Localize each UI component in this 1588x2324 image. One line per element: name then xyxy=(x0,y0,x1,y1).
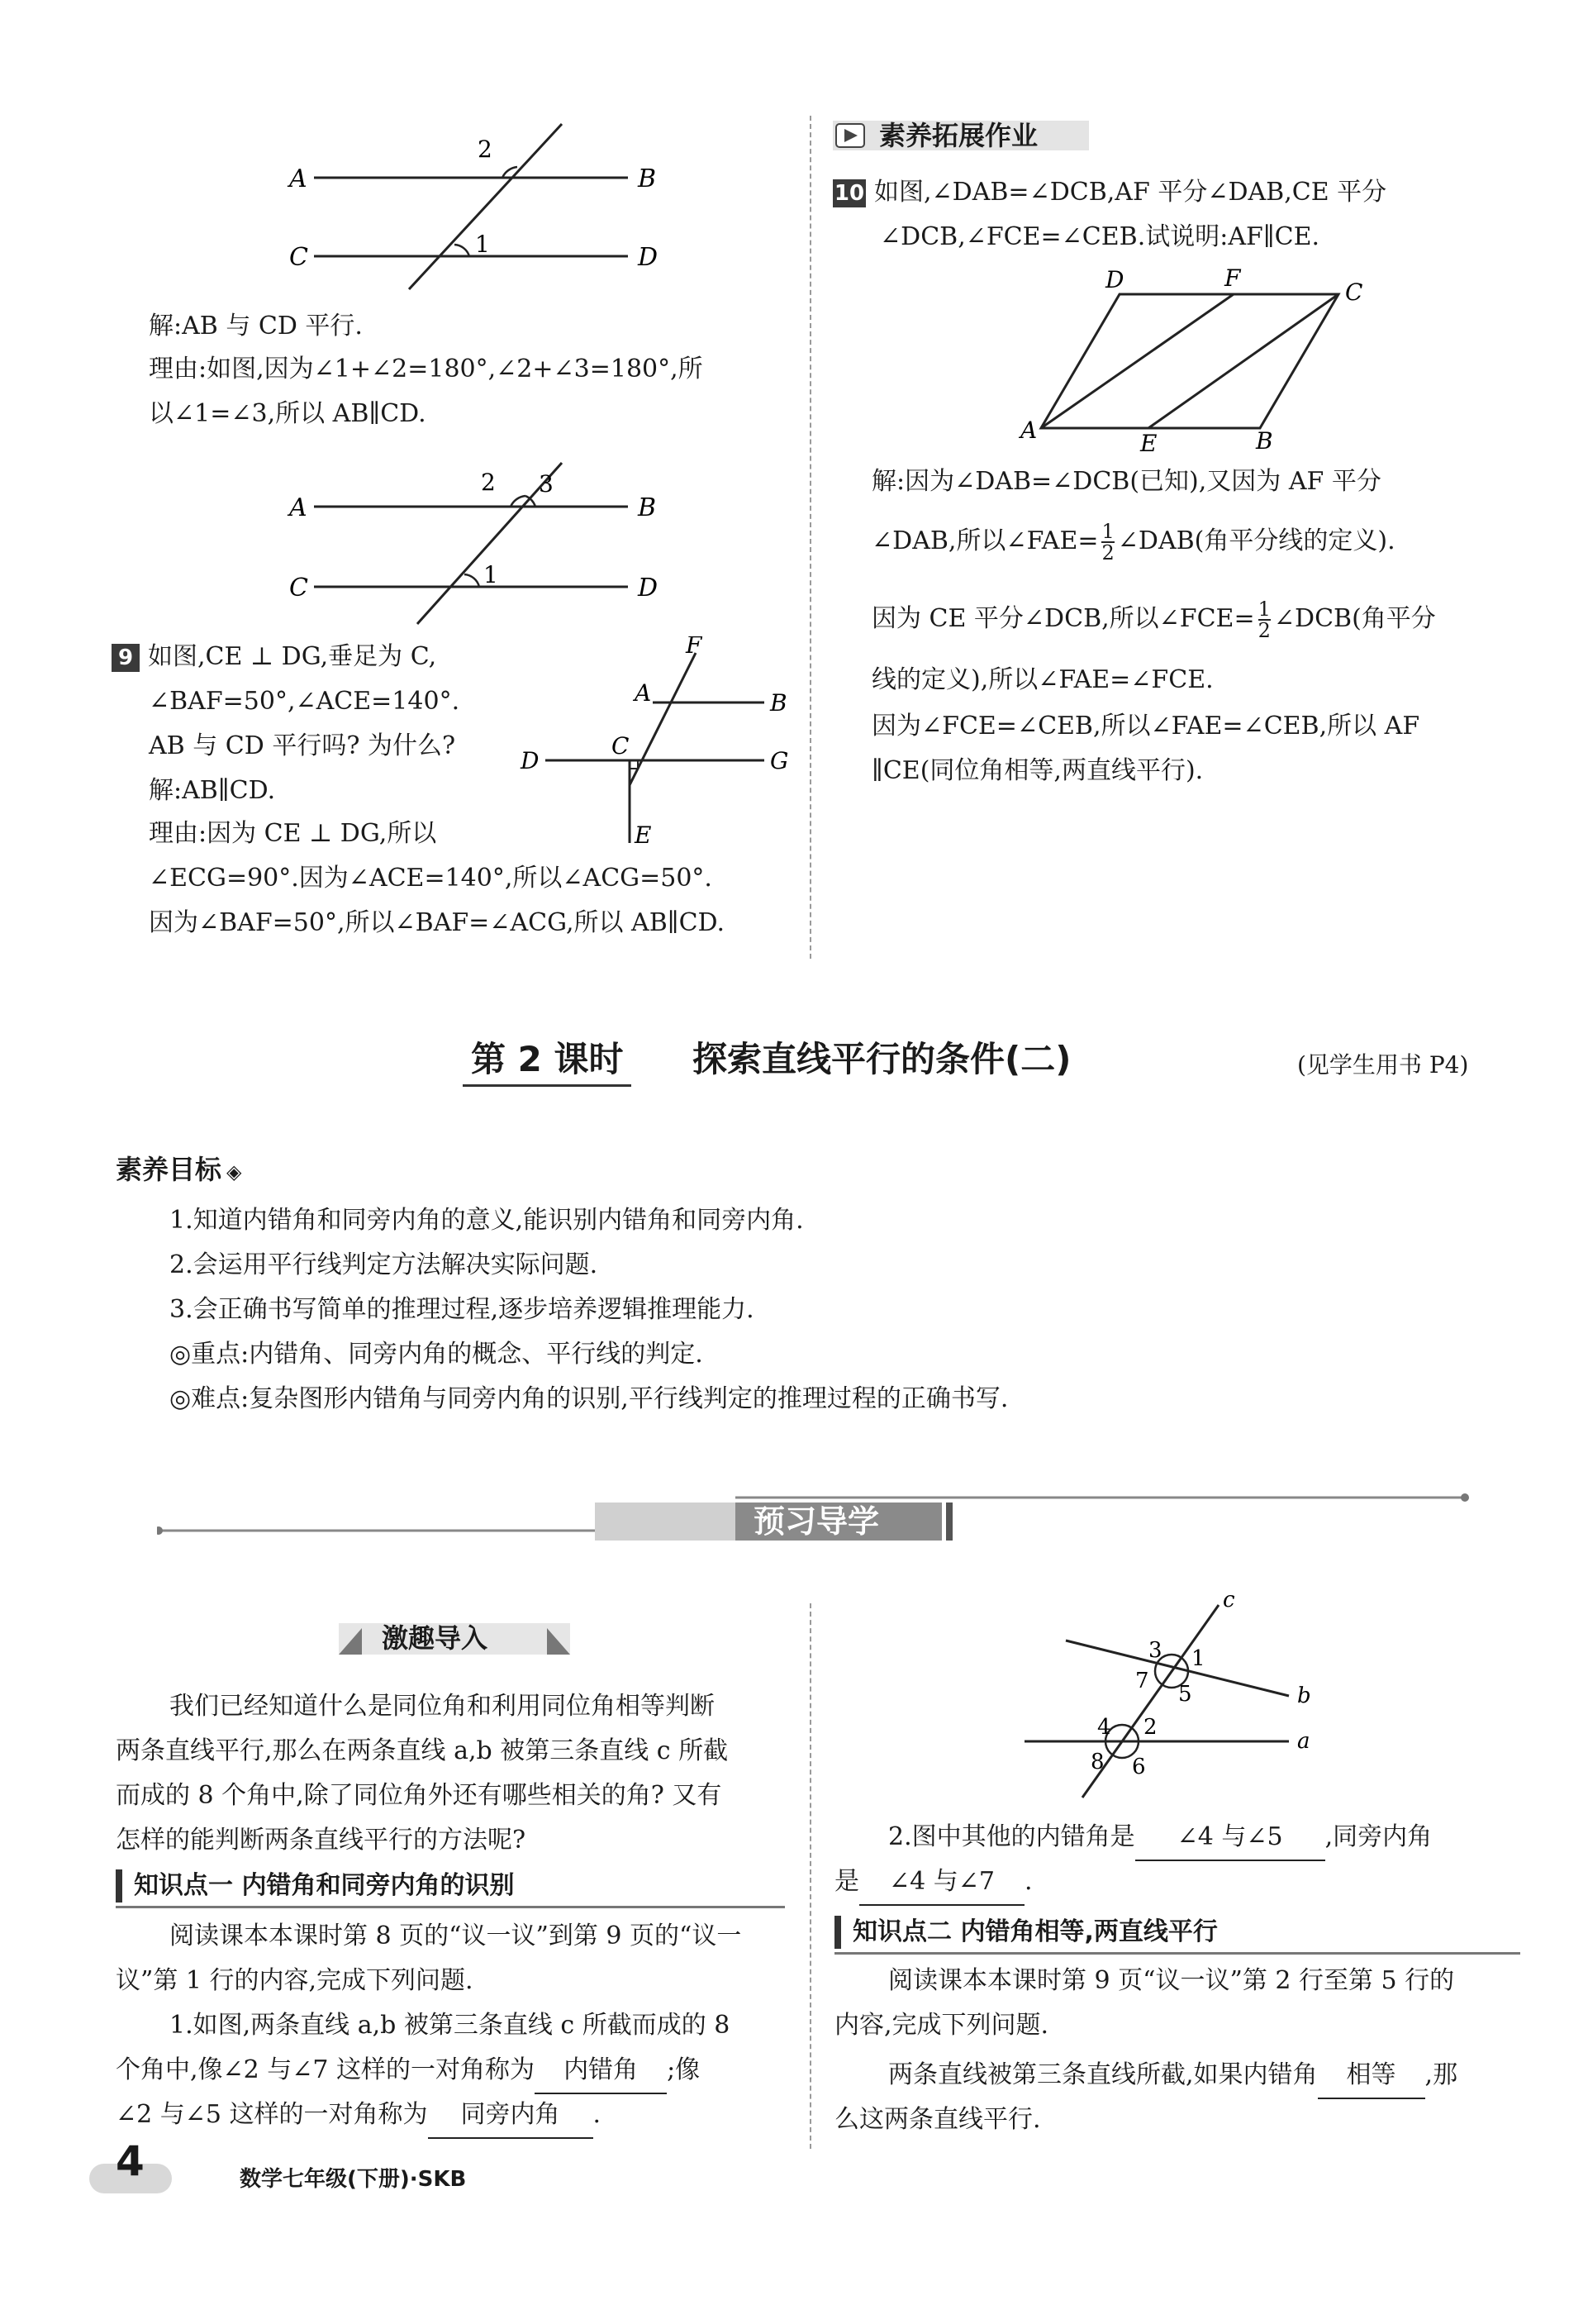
q9-line6: ∠ECG=90°.因为∠ACE=140°,所以∠ACG=50°. xyxy=(149,864,712,893)
q10-line1 xyxy=(833,170,1386,215)
line-label-c: c xyxy=(1223,1595,1235,1612)
figure-parallel-lines-2 xyxy=(273,450,669,649)
q10-solution-s6: ∥CE(同位角相等,两直线平行). xyxy=(872,756,1204,785)
s3-part-b: ∠DCB(角平分 xyxy=(1273,604,1436,633)
fraction-one-half xyxy=(1101,521,1114,563)
figure-eight-angles xyxy=(1016,1595,1363,1802)
column-divider-bottom xyxy=(810,1603,811,2149)
kp2-l3-text: 两条直线被第三条直线所截,如果内错角 xyxy=(888,2060,1318,2089)
label-B: B xyxy=(638,493,657,522)
label-B: B xyxy=(770,689,787,717)
angle-1-label: 1 xyxy=(1191,1646,1205,1671)
q2-line1 xyxy=(888,1815,1432,1861)
q2-l1-end: ,同旁内角 xyxy=(1324,1822,1433,1851)
q9-line3: AB 与 CD 平行吗? 为什么? xyxy=(149,731,456,760)
label-C: C xyxy=(289,574,308,602)
book-title: 数学七年级(下册)·SKB xyxy=(240,2167,467,2192)
angle-3-label: 3 xyxy=(539,470,554,498)
line-label-a: a xyxy=(1297,1729,1310,1754)
kp2-underline xyxy=(834,1952,1520,1955)
angle-2-label: 2 xyxy=(478,136,492,163)
angle-7-label: 7 xyxy=(1135,1669,1149,1693)
label-D: D xyxy=(1105,266,1124,293)
figure-q9 xyxy=(512,636,810,860)
goal-item: 2.会运用平行线判定方法解决实际问题. xyxy=(169,1250,598,1279)
extension-title: 素养拓展作业 xyxy=(879,120,1039,151)
q2-l1-text: 2.图中其他的内错角是 xyxy=(888,1822,1135,1851)
q10-text: 如图,∠DAB=∠DCB,AF 平分∠DAB,CE 平分 xyxy=(874,178,1387,207)
kp1-line2: 议”第 1 行的内容,完成下列问题. xyxy=(116,1966,473,1995)
answer-blank-equal: 相等 xyxy=(1318,2053,1425,2099)
label-F: F xyxy=(686,636,702,659)
kp1-line1: 阅读课本本课时第 8 页的“议一议”到第 9 页的“议一 xyxy=(169,1922,742,1950)
lesson-title-bar xyxy=(463,1035,1206,1093)
goal-key-point: ◎重点:内错角、同旁内角的概念、平行线的判定. xyxy=(169,1340,703,1369)
s2-part-b: ∠DAB(角平分线的定义). xyxy=(1117,526,1395,555)
kp1-l4-text: 个角中,像∠2 与∠7 这样的一对角称为 xyxy=(116,2055,535,2084)
label-G: G xyxy=(770,747,789,774)
kp1-line3: 1.如图,两条直线 a,b 被第三条直线 c 所截而成的 8 xyxy=(169,2011,730,2040)
lesson-number: 第 2 课时 xyxy=(463,1035,631,1087)
label-D: D xyxy=(521,747,540,774)
answer-blank-alternate-interior: 内错角 xyxy=(535,2048,667,2094)
label-B: B xyxy=(1256,427,1273,453)
goals-title-text: 素养目标 xyxy=(116,1154,222,1185)
angle-1-label: 1 xyxy=(475,231,490,258)
kp2-l3-end: ,那 xyxy=(1424,2060,1458,2089)
diamond-icon: ◈ xyxy=(226,1160,242,1183)
angle-1-label: 1 xyxy=(483,561,498,588)
goal-item: 1.知道内错角和同旁内角的意义,能识别内错角和同旁内角. xyxy=(169,1206,804,1235)
kp1-l5-text: ∠2 与∠5 这样的一对角称为 xyxy=(116,2100,428,2129)
label-A: A xyxy=(289,493,307,522)
q10-solution-s4: 线的定义),所以∠FAE=∠FCE. xyxy=(872,665,1214,694)
kp2-line3 xyxy=(888,2053,1457,2099)
fraction-numerator: 1 xyxy=(1258,598,1271,621)
figure-q10-parallelogram xyxy=(1016,263,1380,453)
answer-blank-other-alternate: ∠4 与∠5 xyxy=(1135,1815,1325,1861)
question-number-10: 10 xyxy=(834,181,865,206)
label-E: E xyxy=(635,821,652,849)
goals-title xyxy=(116,1147,241,1194)
angle-4-label: 4 xyxy=(1097,1715,1111,1740)
intro-header xyxy=(330,1617,578,1658)
preview-banner xyxy=(157,1479,1471,1545)
page-number: 4 xyxy=(116,2137,145,2185)
q9-line5: 理由:因为 CE ⊥ DG,所以 xyxy=(149,819,437,848)
fraction-denominator: 2 xyxy=(1101,541,1115,564)
intro-title: 激趣导入 xyxy=(382,1622,488,1654)
kp1-underline xyxy=(116,1906,785,1908)
fraction-denominator: 2 xyxy=(1258,619,1271,642)
kp1-l4-end: ;像 xyxy=(667,2055,701,2084)
label-A: A xyxy=(1020,417,1038,444)
q9-line1 xyxy=(112,635,436,679)
q2-l2-end: . xyxy=(1025,1867,1033,1896)
label-C: C xyxy=(611,732,630,760)
label-D: D xyxy=(638,243,658,272)
intro-line: 两条直线平行,那么在两条直线 a,b 被第三条直线 c 所截 xyxy=(116,1736,729,1765)
line-label-b: b xyxy=(1297,1683,1311,1708)
s3-part-a: 因为 CE 平分∠DCB,所以∠FCE= xyxy=(872,604,1255,633)
angle-6-label: 6 xyxy=(1132,1755,1146,1779)
kp2-line1: 阅读课本本课时第 9 页“议一议”第 2 行至第 5 行的 xyxy=(888,1966,1455,1995)
lesson-title: 探索直线平行的条件(二) xyxy=(692,1039,1072,1079)
q9-line7: 因为∠BAF=50°,所以∠BAF=∠ACG,所以 AB∥CD. xyxy=(149,908,725,937)
q2-line2 xyxy=(834,1860,1033,1906)
kp1-line4 xyxy=(116,2048,700,2094)
angle-2-label: 2 xyxy=(1143,1715,1158,1740)
angle-3-label: 3 xyxy=(1148,1638,1162,1663)
figure-parallel-lines-1 xyxy=(273,107,669,306)
kp2-line4: 么这两条直线平行. xyxy=(834,2105,1041,2134)
angle-2-label: 2 xyxy=(481,469,496,496)
knowledge-point-2-title: 知识点二 内错角相等,两直线平行 xyxy=(834,1916,1218,1949)
fraction-numerator: 1 xyxy=(1101,520,1115,543)
label-B: B xyxy=(638,164,657,193)
fraction-one-half xyxy=(1258,599,1271,641)
q8-solution-line1: 解:AB 与 CD 平行. xyxy=(149,312,363,341)
q10-solution-s1: 解:因为∠DAB=∠DCB(已知),又因为 AF 平分 xyxy=(872,467,1381,496)
extension-header xyxy=(833,116,1097,155)
answer-blank-same-side-interior: 同旁内角 xyxy=(428,2093,593,2139)
q9-text: 如图,CE ⊥ DG,垂足为 C, xyxy=(148,642,437,671)
goal-difficult-point: ◎难点:复杂图形内错角与同旁内角的识别,平行线判定的推理过程的正确书写. xyxy=(169,1384,1009,1413)
goal-item: 3.会正确书写简单的推理过程,逐步培养逻辑推理能力. xyxy=(169,1295,754,1324)
label-A: A xyxy=(635,679,652,707)
q8-solution-line2: 理由:如图,因为∠1+∠2=180°,∠2+∠3=180°,所 xyxy=(149,355,703,383)
lesson-reference: (见学生用书 P4) xyxy=(1297,1051,1469,1079)
q8-solution-line3: 以∠1=∠3,所以 AB∥CD. xyxy=(149,399,426,428)
label-C: C xyxy=(1345,279,1363,306)
knowledge-point-1-title: 知识点一 内错角和同旁内角的识别 xyxy=(116,1869,514,1903)
preview-banner-title: 预习导学 xyxy=(754,1503,880,1540)
intro-line: 我们已经知道什么是同位角和利用同位角相等判断 xyxy=(169,1692,715,1721)
q10-solution-s3 xyxy=(872,597,1436,641)
answer-blank-other-same-side: ∠4 与∠7 xyxy=(859,1860,1025,1906)
q10-solution-s2 xyxy=(872,519,1395,564)
q10-solution-s5: 因为∠FCE=∠CEB,所以∠FAE=∠CEB,所以 AF xyxy=(872,712,1420,741)
q10-line2: ∠DCB,∠FCE=∠CEB.试说明:AF∥CE. xyxy=(880,222,1320,251)
q9-line2: ∠BAF=50°,∠ACE=140°. xyxy=(149,687,460,716)
q9-line4: 解:AB∥CD. xyxy=(149,776,276,805)
angle-8-label: 8 xyxy=(1091,1750,1105,1774)
kp2-line2: 内容,完成下列问题. xyxy=(834,2011,1049,2040)
intro-line: 怎样的能判断两条直线平行的方法呢? xyxy=(116,1826,526,1855)
label-C: C xyxy=(289,243,308,272)
label-F: F xyxy=(1224,264,1241,292)
column-divider-top xyxy=(810,116,811,959)
kp1-l5-end: . xyxy=(592,2100,601,2129)
question-number-9: 9 xyxy=(112,644,140,672)
s2-part-a: ∠DAB,所以∠FAE= xyxy=(872,526,1099,555)
angle-5-label: 5 xyxy=(1178,1682,1192,1707)
label-A: A xyxy=(289,164,307,193)
q2-l2-text: 是 xyxy=(834,1867,859,1896)
intro-line: 而成的 8 个角中,除了同位角外还有哪些相关的角? 又有 xyxy=(116,1781,722,1810)
kp1-line5 xyxy=(116,2093,601,2139)
label-D: D xyxy=(638,574,658,602)
label-E: E xyxy=(1140,430,1158,453)
